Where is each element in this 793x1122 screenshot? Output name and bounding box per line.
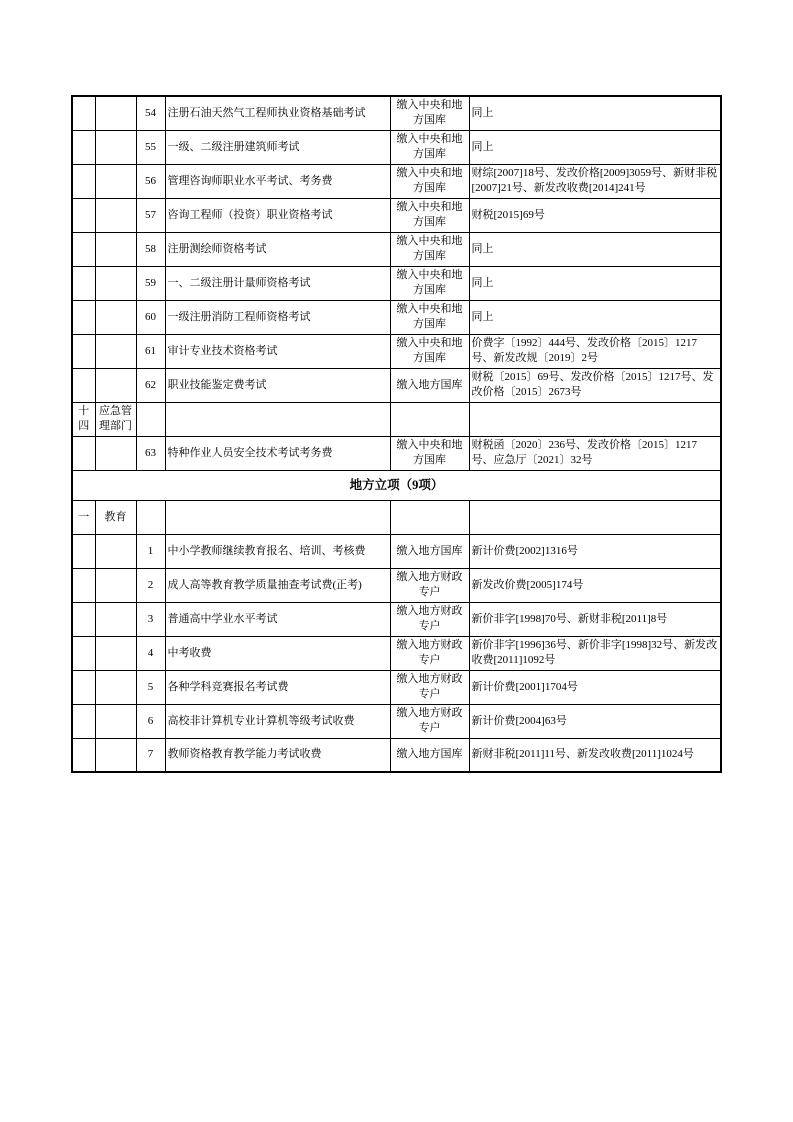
table-row: [72, 266, 721, 300]
cell-department: [95, 670, 136, 704]
section-header-row: [72, 470, 721, 500]
cell-item-name: 注册石油天然气工程师执业资格基础考试: [165, 96, 390, 130]
cell-seq-group: [72, 266, 95, 300]
cell-seq-group: [72, 130, 95, 164]
cell-documents: 财税〔2015〕69号、发改价格〔2015〕1217号、发改价格〔2015〕2673号: [469, 368, 721, 402]
cell-row-number: 60: [136, 300, 165, 334]
cell-item-name: 特种作业人员安全技术考试考务费: [165, 436, 390, 470]
cell-row-number: 2: [136, 568, 165, 602]
cell-department: [95, 96, 136, 130]
cell-seq-group: [72, 636, 95, 670]
cell-row-number: 55: [136, 130, 165, 164]
cell-department: [95, 436, 136, 470]
cell-item-name: 一、二级注册计量师资格考试: [165, 266, 390, 300]
cell-department: [95, 738, 136, 772]
cell-treasury: 缴入中央和地方国库: [390, 96, 469, 130]
cell-documents: 同上: [469, 130, 721, 164]
cell-department: [95, 534, 136, 568]
cell-department: [95, 568, 136, 602]
cell-department: [95, 602, 136, 636]
cell-seq-group: [72, 198, 95, 232]
cell-row-number: 61: [136, 334, 165, 368]
cell-item-name: 成人高等教育教学质量抽查考试费(正考): [165, 568, 390, 602]
cell-treasury: 缴入地方财政专户: [390, 704, 469, 738]
cell-department: 教育: [95, 500, 136, 534]
cell-row-number: 5: [136, 670, 165, 704]
cell-item-name: 一级注册消防工程师资格考试: [165, 300, 390, 334]
table-row: [72, 738, 721, 772]
table-row: [72, 334, 721, 368]
cell-seq-group: [72, 534, 95, 568]
cell-department: [95, 232, 136, 266]
cell-seq-group: [72, 96, 95, 130]
cell-documents: 财综[2007]18号、发改价格[2009]3059号、新财非税[2007]21号、新发改收费[2014]241号: [469, 164, 721, 198]
cell-row-number: 63: [136, 436, 165, 470]
cell-department: [95, 130, 136, 164]
cell-documents: 新计价费[2002]1316号: [469, 534, 721, 568]
cell-documents: 同上: [469, 96, 721, 130]
cell-treasury: [390, 500, 469, 534]
cell-item-name: 注册测绘师资格考试: [165, 232, 390, 266]
table-row: [72, 96, 721, 130]
cell-item-name: 中考收费: [165, 636, 390, 670]
cell-seq-group: [72, 670, 95, 704]
cell-row-number: 6: [136, 704, 165, 738]
cell-seq-group: [72, 436, 95, 470]
cell-item-name: 各种学科竞赛报名考试费: [165, 670, 390, 704]
cell-treasury: 缴入地方财政专户: [390, 568, 469, 602]
cell-treasury: 缴入中央和地方国库: [390, 334, 469, 368]
cell-department: 应急管理部门: [95, 402, 136, 436]
cell-seq-group: 一: [72, 500, 95, 534]
cell-item-name: 管理咨询师职业水平考试、考务费: [165, 164, 390, 198]
cell-department: [95, 368, 136, 402]
cell-department: [95, 300, 136, 334]
cell-department: [95, 334, 136, 368]
table-row: [72, 232, 721, 266]
cell-item-name: 一级、二级注册建筑师考试: [165, 130, 390, 164]
cell-seq-group: [72, 300, 95, 334]
cell-row-number: 59: [136, 266, 165, 300]
cell-treasury: 缴入地方财政专户: [390, 670, 469, 704]
cell-row-number: 62: [136, 368, 165, 402]
cell-item-name: 职业技能鉴定费考试: [165, 368, 390, 402]
table-row: [72, 436, 721, 470]
cell-item-name: [165, 500, 390, 534]
cell-documents: 财税函〔2020〕236号、发改价格〔2015〕1217号、应急厅〔2021〕32号: [469, 436, 721, 470]
cell-seq-group: [72, 164, 95, 198]
cell-row-number: 4: [136, 636, 165, 670]
cell-item-name: 中小学教师继续教育报名、培训、考核费: [165, 534, 390, 568]
cell-documents: 新价非字[1998]70号、新财非税[2011]8号: [469, 602, 721, 636]
cell-documents: 同上: [469, 300, 721, 334]
cell-row-number: 3: [136, 602, 165, 636]
cell-row-number: 7: [136, 738, 165, 772]
cell-documents: 财税[2015]69号: [469, 198, 721, 232]
cell-seq-group: [72, 568, 95, 602]
cell-department: [95, 164, 136, 198]
cell-treasury: 缴入中央和地方国库: [390, 300, 469, 334]
cell-seq-group: [72, 738, 95, 772]
cell-treasury: 缴入中央和地方国库: [390, 232, 469, 266]
cell-treasury: 缴入地方财政专户: [390, 602, 469, 636]
cell-row-number: [136, 402, 165, 436]
table-row: [72, 534, 721, 568]
cell-documents: [469, 500, 721, 534]
cell-treasury: 缴入中央和地方国库: [390, 436, 469, 470]
table-row: [72, 670, 721, 704]
cell-documents: 新价非字[1996]36号、新价非字[1998]32号、新发改收费[2011]1092号: [469, 636, 721, 670]
cell-seq-group: [72, 232, 95, 266]
table-row: [72, 636, 721, 670]
cell-row-number: 56: [136, 164, 165, 198]
cell-documents: 价费字〔1992〕444号、发改价格〔2015〕1217号、新发改规〔2019〕2号: [469, 334, 721, 368]
cell-documents: 同上: [469, 266, 721, 300]
table-row: [72, 602, 721, 636]
cell-treasury: 缴入中央和地方国库: [390, 266, 469, 300]
cell-item-name: 高校非计算机专业计算机等级考试收费: [165, 704, 390, 738]
cell-documents: 同上: [469, 232, 721, 266]
table-row: [72, 198, 721, 232]
table-row: [72, 568, 721, 602]
cell-item-name: 审计专业技术资格考试: [165, 334, 390, 368]
cell-seq-group: [72, 602, 95, 636]
cell-treasury: 缴入地方财政专户: [390, 636, 469, 670]
cell-treasury: [390, 402, 469, 436]
cell-item-name: [165, 402, 390, 436]
table-row: [72, 300, 721, 334]
cell-row-number: 1: [136, 534, 165, 568]
cell-seq-group: 十四: [72, 402, 95, 436]
cell-treasury: 缴入地方国库: [390, 534, 469, 568]
cell-seq-group: [72, 704, 95, 738]
cell-treasury: 缴入地方国库: [390, 738, 469, 772]
section-header-label: 地方立项（9项）: [72, 470, 721, 500]
table-row: [72, 164, 721, 198]
table-row: [72, 130, 721, 164]
table-row-department-group: [72, 500, 721, 534]
cell-seq-group: [72, 368, 95, 402]
cell-seq-group: [72, 334, 95, 368]
cell-documents: 新计价费[2001]1704号: [469, 670, 721, 704]
cell-department: [95, 636, 136, 670]
table-row-department-group: [72, 402, 721, 436]
table-row: [72, 704, 721, 738]
cell-treasury: 缴入中央和地方国库: [390, 164, 469, 198]
cell-department: [95, 704, 136, 738]
cell-row-number: [136, 500, 165, 534]
cell-department: [95, 266, 136, 300]
cell-treasury: 缴入中央和地方国库: [390, 198, 469, 232]
table-row: [72, 368, 721, 402]
cell-department: [95, 198, 136, 232]
cell-documents: 新发改价费[2005]174号: [469, 568, 721, 602]
cell-row-number: 57: [136, 198, 165, 232]
cell-documents: [469, 402, 721, 436]
cell-treasury: 缴入中央和地方国库: [390, 130, 469, 164]
cell-documents: 新财非税[2011]11号、新发改收费[2011]1024号: [469, 738, 721, 772]
cell-treasury: 缴入地方国库: [390, 368, 469, 402]
cell-item-name: 教师资格教育教学能力考试收费: [165, 738, 390, 772]
cell-row-number: 54: [136, 96, 165, 130]
cell-row-number: 58: [136, 232, 165, 266]
cell-item-name: 咨询工程师（投资）职业资格考试: [165, 198, 390, 232]
fee-table: [71, 95, 722, 773]
cell-item-name: 普通高中学业水平考试: [165, 602, 390, 636]
cell-documents: 新计价费[2004]63号: [469, 704, 721, 738]
